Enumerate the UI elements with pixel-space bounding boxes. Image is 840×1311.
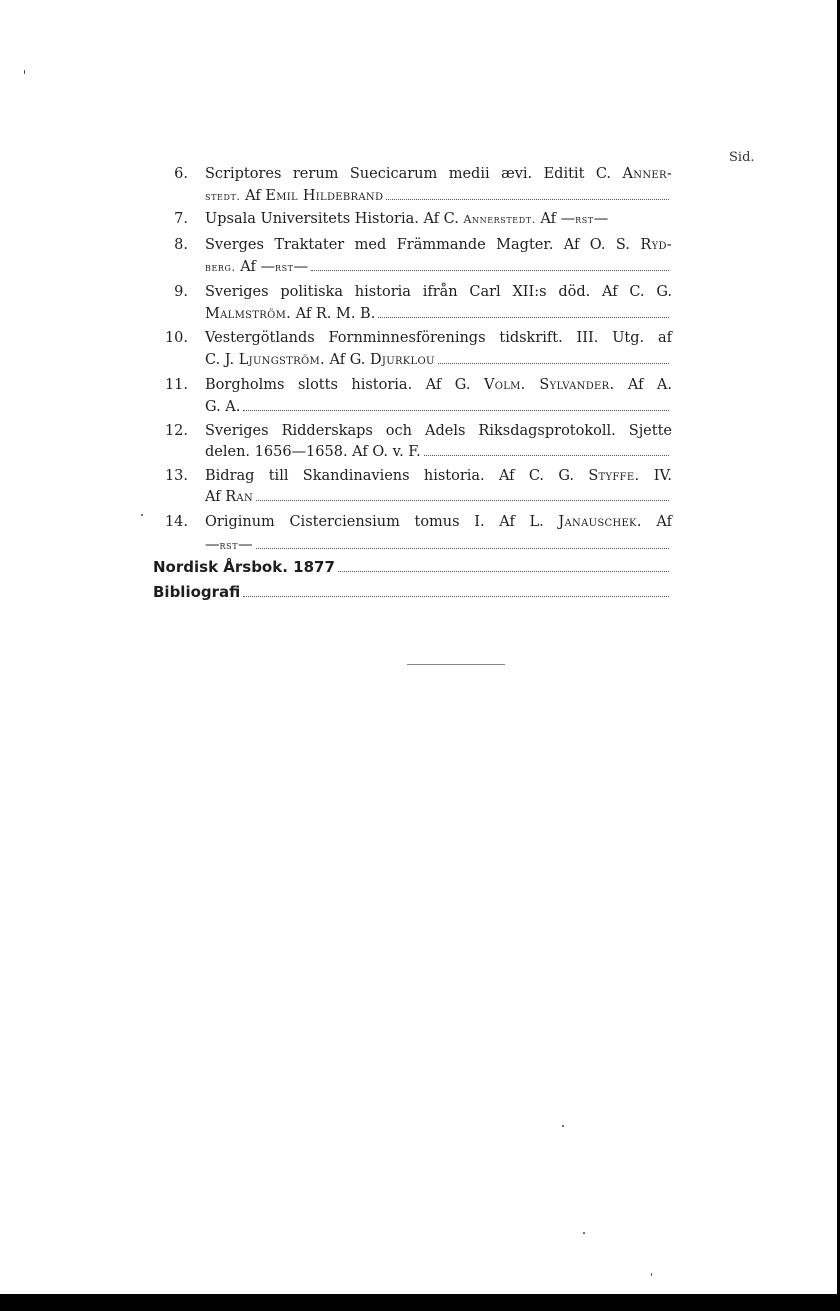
dot-leader [386,198,669,200]
entry-number: 11. [164,377,188,393]
entry-number: 10. [164,330,188,346]
entry-line-2: berg. Af — rst — [205,256,672,279]
entry-line-2: C. J. Ljungström. Af G. Djurklou [205,349,672,371]
dot-leader [256,547,669,549]
entry-line-1: Originum Cisterciensium tomus I. Af L. Janauschek. Af [205,514,673,530]
entry-number: 14. [164,514,188,530]
entry-line-1: Sveriges Ridderskaps och Adels Riksdagsprotokoll. Sjette [205,423,672,439]
entry-line-2: — rst — [205,534,672,557]
dot-leader [311,269,669,271]
entry-line-1: Sverges Traktater med Främmande Magter. Af O. S. Ryd- [205,237,673,253]
entry-number: 13. [164,468,188,484]
dot-leader [438,362,669,364]
entry-line-1: Scriptores rerum Suecicarum medii ævi. Editit C. Anner- [205,166,673,182]
dot-leader [424,454,669,456]
dot-leader [256,499,669,501]
divider-rule [407,664,505,665]
page-column-label: Sid. [729,150,755,165]
entry-number: 6. [174,166,188,182]
scan-edge-bottom [0,1294,840,1311]
entry-line-2: Malmström. Af R. M. B. [205,303,672,325]
scan-speck [141,514,143,516]
entry-number: 12. [164,423,188,439]
entry-line-2: stedt. Af Emil Hildebrand [205,185,672,208]
dot-leader [243,595,669,597]
entry-line-1: Bidrag till Skandinaviens historia. Af C. G. Styffe. IV. [205,468,673,484]
entry-number: 9. [174,284,188,300]
dot-leader [243,409,669,411]
entry-line-2: delen. 1656—1658. Af O. v. F. [205,441,672,463]
scan-speck [651,1273,652,1276]
entry-line-2: G. A. [205,396,672,418]
scan-speck [24,70,25,74]
dot-leader [378,316,669,318]
entry-line-2: Af Ran [205,486,672,508]
entry-line-1: Vestergötlands Fornminnesförenings tidskrift. III. Utg. af [205,330,672,346]
dot-leader [338,570,669,572]
entry-line-1: Borgholms slotts historia. Af G. Volm. Sylvander. Af A. [205,377,673,393]
entry-number: 8. [174,237,188,253]
entry-number: 7. [174,211,188,227]
section-heading: Nordisk Årsbok. 1877 [153,556,672,578]
scan-speck [562,1125,564,1127]
entry-line-1: Sveriges politiska historia ifrån Carl XII:s död. Af C. G. [205,284,672,300]
scan-speck [583,1232,585,1234]
entry-line-1: Upsala Universitets Historia. Af C. Annerstedt. Af —rst— [205,211,609,227]
section-heading: Bibliografi [153,581,672,603]
